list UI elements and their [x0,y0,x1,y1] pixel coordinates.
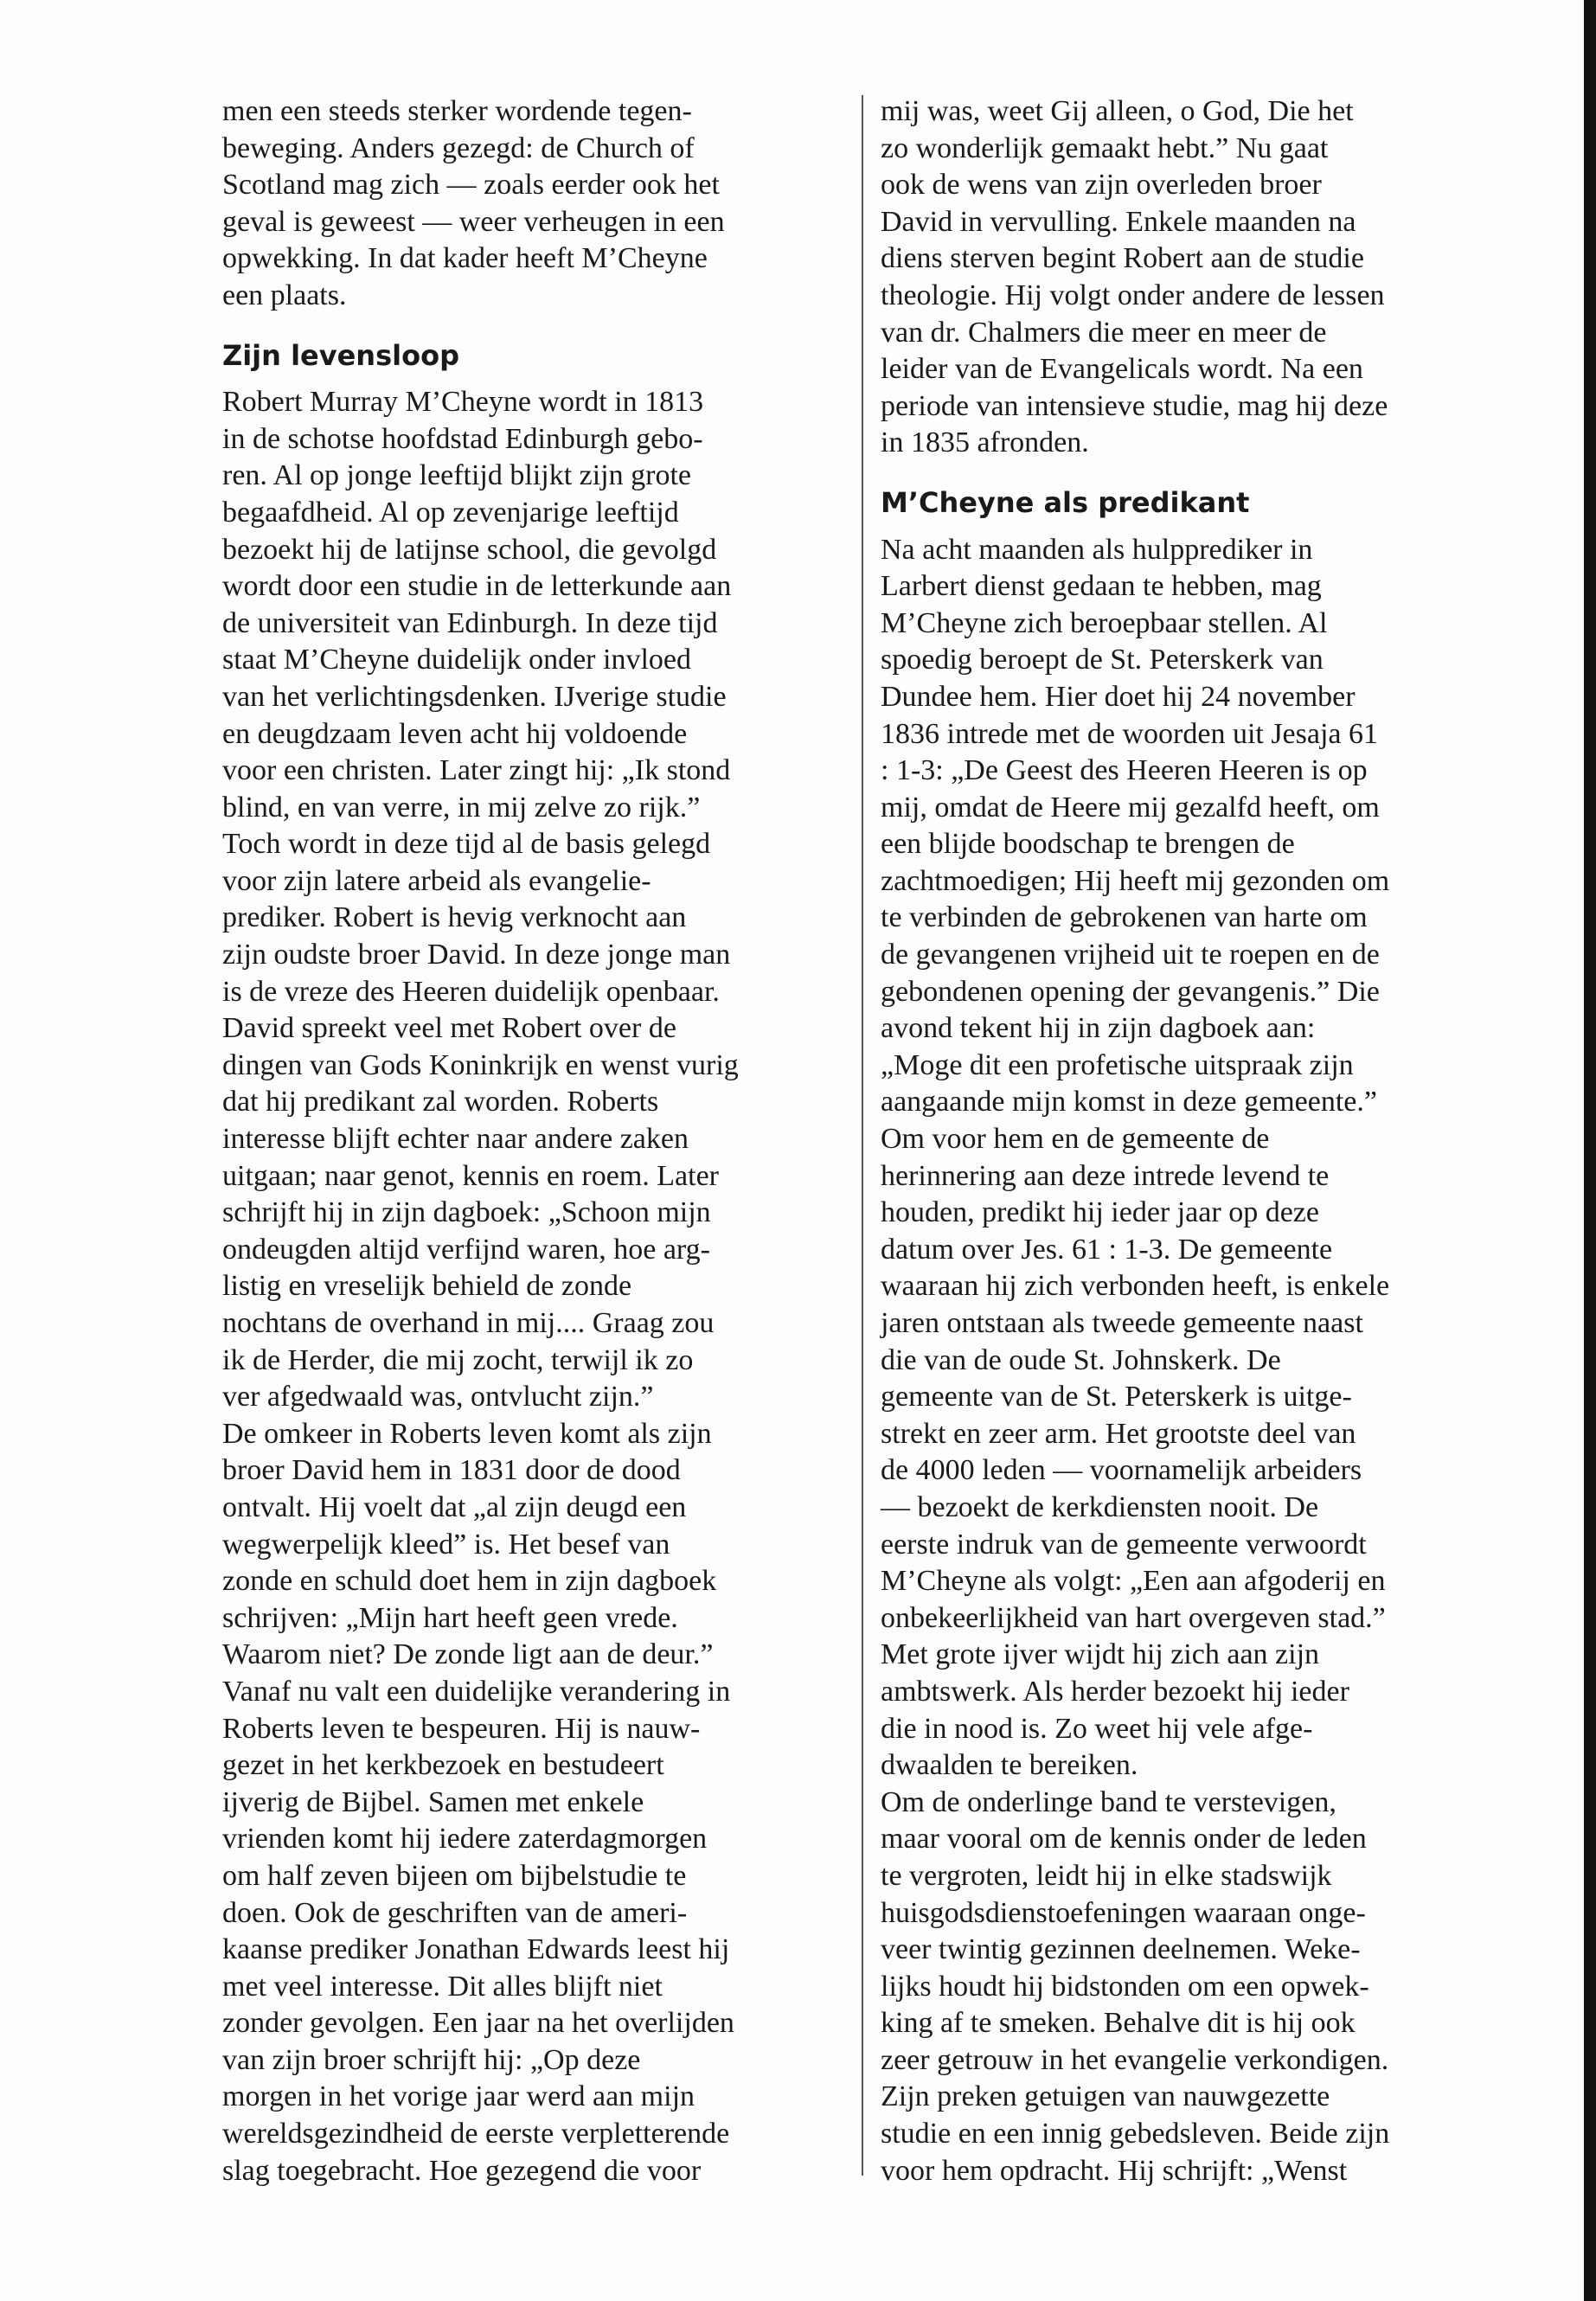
text-line: David in vervulling. Enkele maanden na [881,205,1356,238]
text-line: gebondenen opening der gevangenis.” Die [881,975,1380,1008]
text-line: wordt door een studie in de letterkunde aan [222,570,732,603]
right-column [881,93,1490,2189]
right-intro-paragraph [881,93,1490,462]
text-line: interesse blijft echter naar andere zaken [222,1123,689,1156]
left-intro-paragraph [222,93,845,315]
text-line: huisgodsdienstoefeningen waaraan onge- [881,1896,1366,1929]
text-line: te verbinden de gebrokenen van harte om [881,901,1368,934]
text-line: begaafdheid. Al op zevenjarige leeftijd [222,496,679,529]
text-line: zo wonderlijk gemaakt hebt.” Nu gaat [881,131,1329,164]
text-line: Om voor hem en de gemeente de [881,1123,1270,1156]
text-line: zeer getrouw in het evangelie verkondigen. [881,2043,1389,2076]
text-line: de universiteit van Edinburgh. In deze tijd [222,606,718,639]
text-line: 1836 intrede met de woorden uit Jesaja 61 [881,717,1379,750]
text-line: van dr. Chalmers die meer en meer de [881,316,1327,349]
text-line: men een steeds sterker wordende tegen- [222,95,692,127]
text-line: van zijn broer schrijft hij: „Op deze [222,2043,641,2076]
text-line: voor zijn latere arbeid als evangelie- [222,864,651,897]
text-line: schrijft hij in zijn dagboek: „Schoon mijn [222,1196,711,1229]
text-line: ambtswerk. Als herder bezoekt hij ieder [881,1675,1349,1708]
text-line: M’Cheyne zich beroepbaar stellen. Al [881,606,1328,639]
text-line: king af te smeken. Behalve dit is hij ook [881,2007,1356,2040]
text-line: spoedig beroept de St. Peterskerk van [881,644,1324,676]
text-line: met veel interesse. Dit alles blijft niet [222,1970,663,2003]
text-line: mij, omdat de Heere mij gezalfd heeft, om [881,791,1380,824]
text-line: Robert Murray M’Cheyne wordt in 1813 [222,386,704,419]
text-line: leider van de Evangelicals wordt. Na een [881,353,1363,386]
text-line: veer twintig gezinnen deelnemen. Weke- [881,1933,1361,1966]
text-line: M’Cheyne als volgt: „Een aan afgoderij en [881,1565,1386,1598]
text-line: lijks houdt hij bidstonden om een opwek- [881,1970,1369,2003]
text-line: blind, en van verre, in mij zelve zo rijk.” [222,791,701,824]
text-line: doen. Ook de geschriften van de ameri- [222,1896,688,1929]
text-line: avond tekent hij in zijn dagboek aan: [881,1012,1316,1045]
text-line: strekt en zeer arm. Het grootste deel van [881,1417,1356,1450]
text-line: die van de oude St. Johnskerk. De [881,1343,1281,1376]
text-line: : 1-3: „De Geest des Heeren Heeren is op [881,754,1368,787]
text-line: dat hij predikant zal worden. Roberts [222,1086,659,1118]
text-line: zachtmoedigen; Hij heeft mij gezonden om [881,864,1390,897]
text-line: — bezoekt de kerkdiensten nooit. De [881,1490,1319,1523]
scan-edge-bar [1584,0,1596,2301]
section-heading-levensloop: Zijn levensloop [222,338,459,372]
text-line: wegwerpelijk kleed” is. Het besef van [222,1528,670,1561]
text-line: eerste indruk van de gemeente verwoordt [881,1528,1367,1561]
text-line: een blijde boodschap te brengen de [881,828,1295,861]
text-line: ver afgedwaald was, ontvlucht zijn.” [222,1381,654,1413]
text-line: broer David hem in 1831 door de dood [222,1454,681,1487]
text-line: periode van intensieve studie, mag hij deze [881,389,1388,422]
right-body-paragraph [881,532,1490,2190]
text-line: dwaalden te bereiken. [881,1749,1138,1782]
text-line: in de schotse hoofdstad Edinburgh gebo- [222,422,703,455]
text-line: houden, predikt hij ieder jaar op deze [881,1196,1319,1229]
text-line: ook de wens van zijn overleden broer [881,169,1322,202]
text-line: zonde en schuld doet hem in zijn dagboek [222,1565,717,1598]
text-line: zonder gevolgen. Een jaar na het overlijden [222,2007,734,2040]
text-line: Vanaf nu valt een duidelijke verandering in [222,1675,731,1708]
text-line: kaanse prediker Jonathan Edwards leest hij [222,1933,730,1966]
text-line: prediker. Robert is hevig verknocht aan [222,901,687,934]
text-line: staat M’Cheyne duidelijk onder invloed [222,644,691,676]
text-line: mij was, weet Gij alleen, o God, Die het [881,95,1354,127]
column-divider [862,95,863,2176]
text-line: nochtans de overhand in mij.... Graag zou [222,1307,715,1339]
text-line: vrienden komt hij iedere zaterdagmorgen [222,1823,708,1856]
text-line: een plaats. [222,279,347,311]
text-line: jaren ontstaan als tweede gemeente naast [881,1307,1363,1339]
text-line: te vergroten, leidt hij in elke stadswijk [881,1859,1332,1892]
text-line: slag toegebracht. Hoe gezegend die voor [222,2154,702,2187]
text-line: de gevangenen vrijheid uit te roepen en de [881,939,1380,971]
text-line: theologie. Hij volgt onder andere de lessen [881,279,1385,311]
text-line: Om de onderlinge band te verstevigen, [881,1785,1336,1818]
left-column [222,93,845,2189]
text-line: Toch wordt in deze tijd al de basis gelegd [222,828,711,861]
text-line: studie en een innig gebedsleven. Beide zijn [881,2118,1390,2150]
text-line: ijverig de Bijbel. Samen met enkele [222,1785,644,1818]
text-line: die in nood is. Zo weet hij vele afge- [881,1712,1313,1745]
text-line: morgen in het vorige jaar werd aan mijn [222,2080,695,2113]
text-line: is de vreze des Heeren duidelijk openbaar. [222,975,720,1008]
text-line: dingen van Gods Koninkrijk en wenst vurig [222,1048,739,1081]
text-line: Met grote ijver wijdt hij zich aan zijn [881,1638,1320,1671]
text-line: ik de Herder, die mij zocht, terwijl ik zo [222,1343,694,1376]
text-line: „Moge dit een profetische uitspraak zijn [881,1048,1354,1081]
text-line: en deugdzaam leven acht hij voldoende [222,717,688,750]
text-line: geval is geweest — weer verheugen in een [222,205,725,238]
text-line: opwekking. In dat kader heeft M’Cheyne [222,242,708,275]
text-line: Na acht maanden als hulpprediker in [881,533,1313,566]
text-line: wereldsgezindheid de eerste verpletterende [222,2118,730,2150]
left-body-paragraph [222,384,845,2189]
text-line: maar vooral om de kennis onder de leden [881,1823,1367,1856]
text-line: De omkeer in Roberts leven komt als zijn [222,1417,712,1450]
text-line: gezet in het kerkbezoek en bestudeert [222,1749,664,1782]
text-line: listig en vreselijk behield de zonde [222,1270,632,1303]
text-line: de 4000 leden — voornamelijk arbeiders [881,1454,1362,1487]
text-line: diens sterven begint Robert aan de studie [881,242,1364,275]
text-line: zijn oudste broer David. In deze jonge man [222,939,731,971]
text-line: waaraan hij zich verbonden heeft, is enkele [881,1270,1390,1303]
text-line: David spreekt veel met Robert over de [222,1012,676,1045]
text-line: om half zeven bijeen om bijbelstudie te [222,1859,687,1892]
text-line: voor hem opdracht. Hij schrijft: „Wenst [881,2154,1348,2187]
text-line: ondeugden altijd verfijnd waren, hoe arg- [222,1233,710,1266]
text-line: ren. Al op jonge leeftijd blijkt zijn grote [222,459,691,492]
text-line: Dundee hem. Hier doet hij 24 november [881,680,1356,713]
text-line: in 1835 afronden. [881,426,1089,459]
text-line: Waarom niet? De zonde ligt aan de deur.” [222,1638,714,1671]
text-line: schrijven: „Mijn hart heeft geen vrede. [222,1601,678,1634]
text-line: van het verlichtingsdenken. IJverige studie [222,680,727,713]
text-line: Zijn preken getuigen van nauwgezette [881,2080,1330,2113]
text-line: voor een christen. Later zingt hij: „Ik stond [222,754,731,787]
section-heading-predikant: M’Cheyne als predikant [881,485,1250,519]
text-line: beweging. Anders gezegd: de Church of [222,131,695,164]
text-line: ontvalt. Hij voelt dat „al zijn deugd een [222,1490,687,1523]
text-line: Roberts leven te bespeuren. Hij is nauw- [222,1712,701,1745]
text-line: Larbert dienst gedaan te hebben, mag [881,570,1322,603]
text-line: datum over Jes. 61 : 1-3. De gemeente [881,1233,1333,1266]
text-line: aangaande mijn komst in deze gemeente.” [881,1086,1377,1118]
text-line: onbekeerlijkheid van hart overgeven stad.” [881,1601,1386,1634]
text-line: gemeente van de St. Peterskerk is uitge- [881,1381,1352,1413]
text-line: herinnering aan deze intrede levend te [881,1159,1330,1192]
text-line: uitgaan; naar genot, kennis en roem. Later [222,1159,719,1192]
text-line: Scotland mag zich — zoals eerder ook het [222,169,720,202]
text-line: bezoekt hij de latijnse school, die gevolgd [222,533,717,566]
